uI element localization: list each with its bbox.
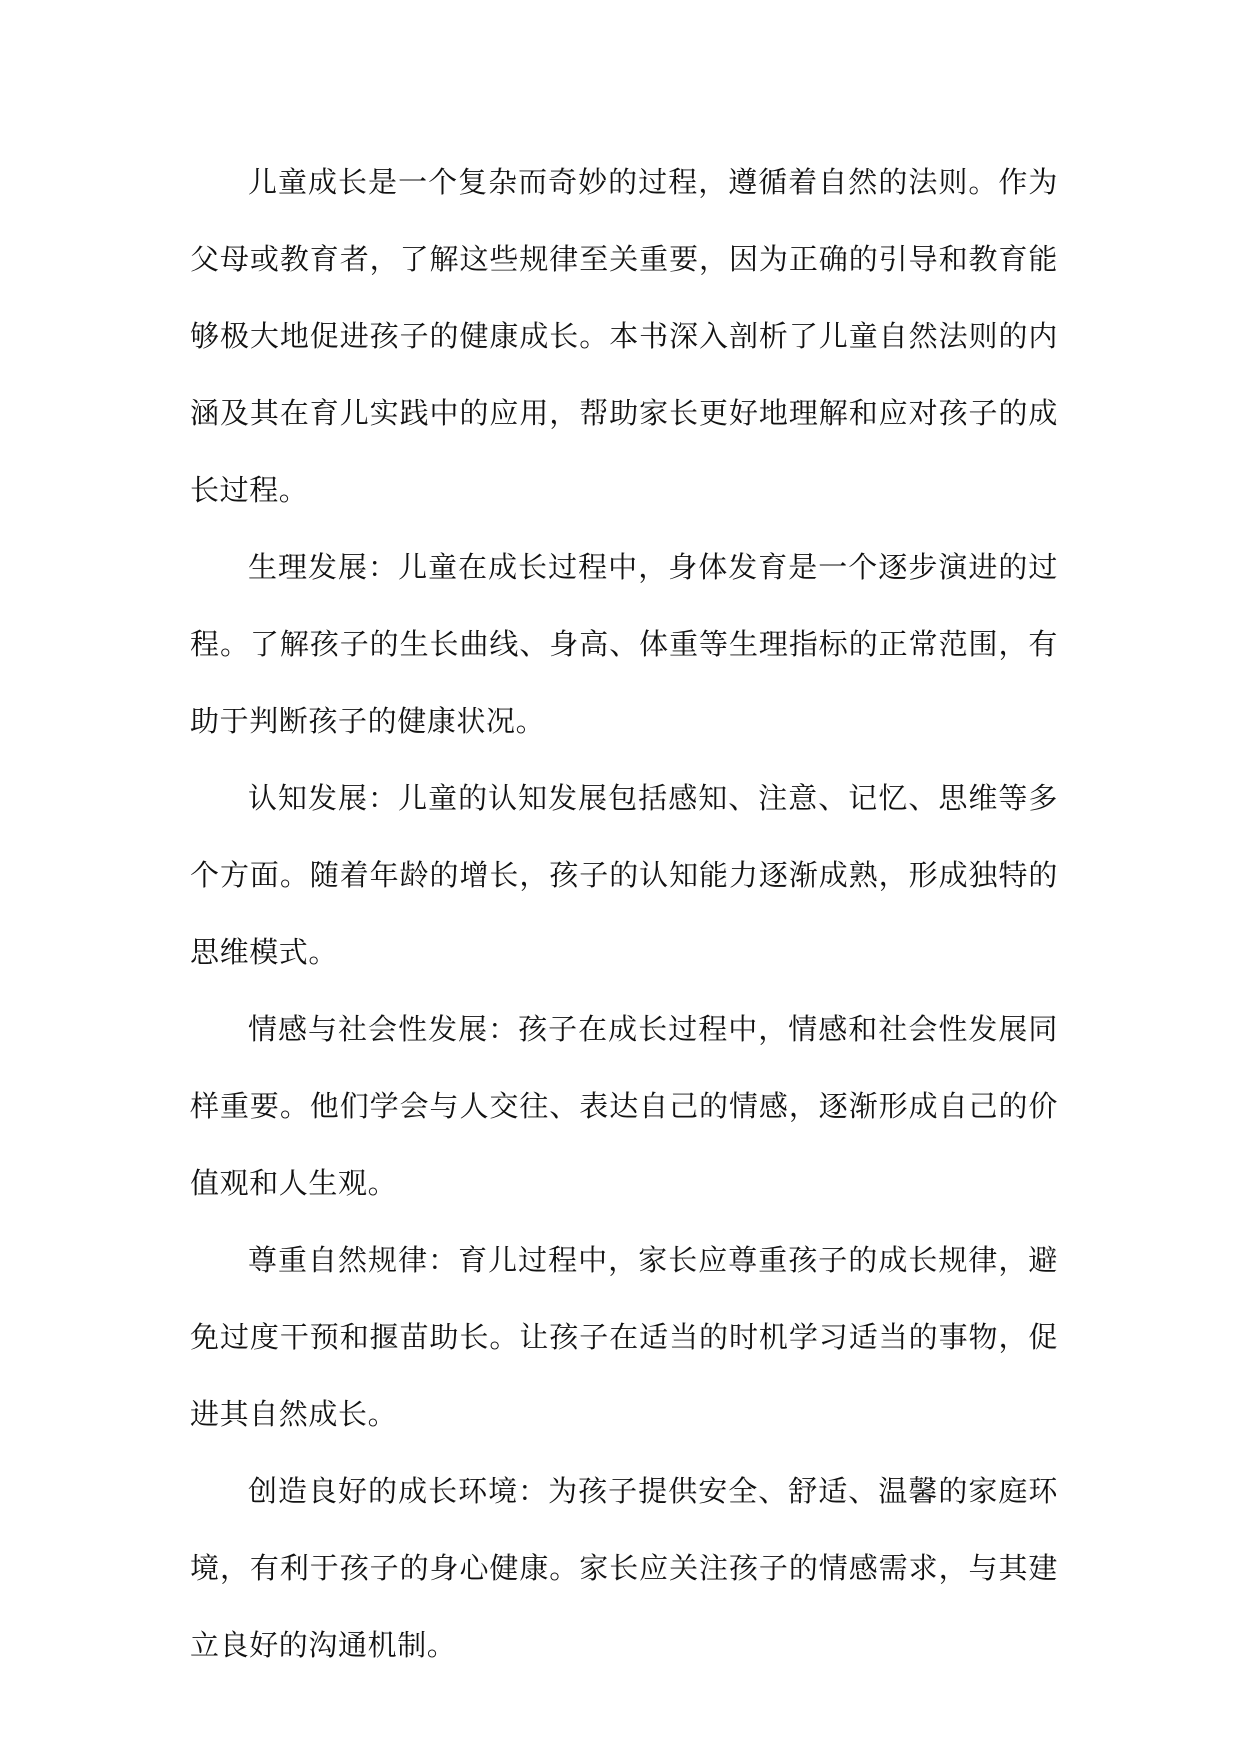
paragraph-respect-natural-laws: 尊重自然规律：育儿过程中，家长应尊重孩子的成长规律，避免过度干预和揠苗助长。让孩子在适当的时机学习适当的事物，促进其自然成长。 (190, 1243, 1058, 1431)
paragraph-emotional-social-development: 情感与社会性发展：孩子在成长过程中，情感和社会性发展同样重要。他们学会与人交往、表达自己的情感，逐渐形成自己的价值观和人生观。 (190, 1012, 1058, 1200)
paragraph-intro: 儿童成长是一个复杂而奇妙的过程，遵循着自然的法则。作为父母或教育者，了解这些规律至关重要，因为正确的引导和教育能够极大地促进孩子的健康成长。本书深入剖析了儿童自然法则的内涵及其在育儿实践中的应用，帮助家长更好地理解和应对孩子的成长过程。 (190, 165, 1058, 507)
paragraph-cognitive-development: 认知发展：儿童的认知发展包括感知、注意、记忆、思维等多个方面。随着年龄的增长，孩子的认知能力逐渐成熟，形成独特的思维模式。 (190, 781, 1058, 969)
paragraph-physical-development: 生理发展：儿童在成长过程中，身体发育是一个逐步演进的过程。了解孩子的生长曲线、身高、体重等生理指标的正常范围，有助于判断孩子的健康状况。 (190, 550, 1058, 738)
document-body (190, 144, 1058, 1684)
paragraph-growth-environment: 创造良好的成长环境：为孩子提供安全、舒适、温馨的家庭环境，有利于孩子的身心健康。家长应关注孩子的情感需求，与其建立良好的沟通机制。 (190, 1474, 1058, 1662)
